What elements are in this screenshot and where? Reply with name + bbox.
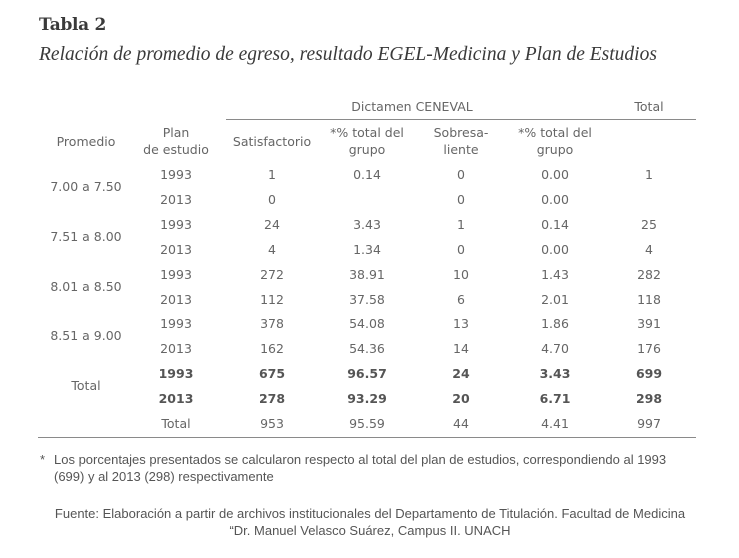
table-caption: Relación de promedio de egreso, resultado EGEL-Medicina y Plan de Estudios	[39, 44, 657, 65]
cell-total: 699	[635, 366, 663, 382]
cell-plan: 2013	[160, 241, 192, 257]
cell-satisfactorio: 162	[260, 341, 284, 357]
cell-satisfactorio: 675	[258, 366, 286, 382]
cell-pct-satisfactorio: 54.08	[349, 316, 385, 332]
cell-sobresaliente: 6	[457, 291, 465, 307]
cell-satisfactorio: 24	[264, 216, 280, 232]
cell-satisfactorio: 278	[258, 391, 286, 407]
header-pct-sat-line1: *% total del	[330, 125, 404, 140]
cell-pct-satisfactorio: 93.29	[347, 391, 387, 407]
cell-sobresaliente: 0	[457, 167, 465, 182]
cell-sobresaliente: 20	[452, 391, 470, 407]
cell-plan: 1993	[158, 366, 194, 382]
header-sobresaliente-line1: Sobresa-	[433, 125, 489, 140]
cell-pct-sobresaliente: 3.43	[539, 366, 571, 382]
bottom-rule	[38, 437, 696, 438]
header-promedio: Promedio	[56, 134, 116, 149]
cell-total: 391	[637, 316, 661, 332]
group-label: 7.00 a 7.50	[50, 179, 122, 194]
header-pct-sob-line1: *% total del	[518, 125, 592, 140]
table-number: Tabla 2	[39, 15, 107, 35]
cell-pct-satisfactorio: 0.14	[353, 167, 381, 182]
source-line1: Fuente: Elaboración a partir de archivos institucionales del Departamento de Titulación. Facultad de Medicina	[54, 506, 686, 521]
cell-satisfactorio: 953	[260, 416, 284, 431]
cell-plan: 1993	[160, 316, 192, 332]
header-pct-sob-line2: grupo	[536, 142, 574, 157]
cell-pct-satisfactorio: 38.91	[349, 266, 385, 282]
cell-total: 4	[645, 241, 653, 257]
cell-satisfactorio: 1	[268, 167, 276, 182]
cell-plan: 1993	[160, 167, 192, 182]
cell-total: 25	[641, 216, 657, 232]
cell-sobresaliente: 14	[453, 341, 469, 357]
cell-pct-sobresaliente: 1.43	[541, 266, 569, 282]
cell-pct-sobresaliente: 0.00	[541, 241, 569, 257]
header-rule	[226, 119, 696, 120]
group-label: 8.01 a 8.50	[50, 279, 122, 294]
header-sobresaliente-line2: liente	[443, 142, 479, 157]
cell-sobresaliente: 24	[452, 366, 470, 382]
cell-pct-sobresaliente: 1.86	[541, 316, 569, 332]
cell-plan: 2013	[158, 391, 194, 407]
cell-total: 118	[637, 291, 661, 307]
cell-plan: 2013	[160, 341, 192, 357]
cell-plan: 1993	[160, 216, 192, 232]
cell-pct-satisfactorio: 95.59	[349, 416, 385, 431]
cell-total: 298	[635, 391, 663, 407]
cell-total: 176	[637, 341, 661, 357]
cell-plan: 1993	[160, 266, 192, 282]
group-label: 7.51 a 8.00	[50, 229, 122, 244]
cell-pct-sobresaliente: 0.14	[541, 216, 569, 232]
cell-plan: 2013	[160, 291, 192, 307]
source-line2: “Dr. Manuel Velasco Suárez, Campus II. UNACH	[229, 523, 511, 538]
cell-total: 282	[637, 266, 661, 282]
cell-total: 1	[645, 167, 653, 182]
cell-pct-sobresaliente: 0.00	[541, 167, 569, 182]
footnote	[40, 451, 720, 485]
cell-pct-sobresaliente: 2.01	[541, 291, 569, 307]
cell-plan: Total	[161, 416, 191, 431]
footnote-line2: (699) y al 2013 (298) respectivamente	[54, 469, 274, 484]
group-label: Total	[71, 378, 101, 393]
cell-sobresaliente: 13	[453, 316, 469, 332]
cell-satisfactorio: 4	[268, 241, 276, 257]
cell-sobresaliente: 44	[453, 416, 469, 431]
cell-pct-satisfactorio: 3.43	[353, 216, 381, 232]
header-total: Total	[634, 99, 664, 114]
cell-sobresaliente: 0	[457, 241, 465, 257]
header-dictamen-ceneval: Dictamen CENEVAL	[351, 99, 473, 114]
cell-pct-sobresaliente: 4.41	[541, 416, 569, 431]
source-note	[30, 505, 710, 539]
group-label: 8.51 a 9.00	[50, 328, 122, 343]
cell-sobresaliente: 1	[457, 216, 465, 232]
header-plan-line2: de estudio	[143, 142, 209, 157]
footnote-marker: *	[40, 452, 46, 467]
cell-total: 997	[637, 416, 661, 431]
footnote-line1: Los porcentajes presentados se calcularon respecto al total del plan de estudios, correspondiendo al 1993	[54, 452, 667, 467]
cell-pct-satisfactorio: 37.58	[349, 291, 385, 307]
cell-pct-sobresaliente: 0.00	[541, 191, 569, 207]
header-pct-sat-line2: grupo	[348, 142, 386, 157]
cell-sobresaliente: 10	[453, 266, 469, 282]
cell-satisfactorio: 0	[268, 191, 276, 207]
cell-pct-sobresaliente: 4.70	[541, 341, 569, 357]
cell-pct-satisfactorio: 96.57	[347, 366, 387, 382]
cell-satisfactorio: 272	[260, 266, 284, 282]
cell-sobresaliente: 0	[457, 191, 465, 207]
cell-plan: 2013	[160, 191, 192, 207]
cell-pct-satisfactorio: 54.36	[349, 341, 385, 357]
cell-pct-satisfactorio: 1.34	[353, 241, 381, 257]
cell-pct-sobresaliente: 6.71	[539, 391, 571, 407]
header-plan-line1: Plan	[162, 125, 190, 140]
header-satisfactorio: Satisfactorio	[232, 134, 312, 149]
cell-satisfactorio: 112	[260, 291, 284, 307]
cell-satisfactorio: 378	[260, 316, 284, 332]
